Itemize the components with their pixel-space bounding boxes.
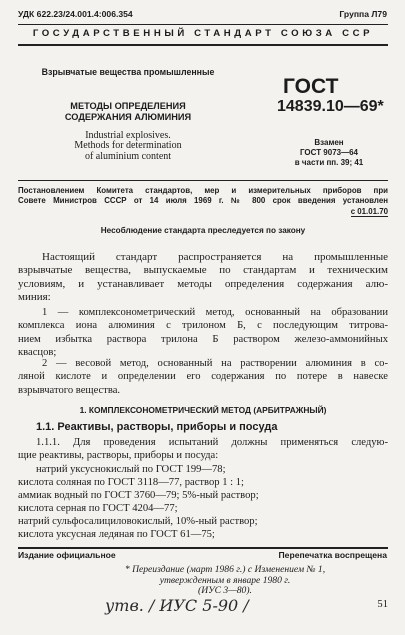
udk-code: УДК 622.23/24.001.4:006.354: [18, 9, 133, 19]
reagent-item: натрий сульфосалициловокислый, 10%-ный раствор;: [18, 516, 258, 527]
decree-line: Совете Министров СССР от 14 июля 1969 г. № 800 срок введения установлен: [18, 196, 388, 206]
clause-111: [18, 436, 388, 463]
method1-line: нием избытка раствора трилона Б раствором железо-аммонийных: [18, 333, 388, 345]
title-ru: [18, 101, 238, 123]
violation-note: Несоблюдение стандарта преследуется по закону: [100, 226, 306, 235]
title-en-line: of aluminium content: [84, 150, 172, 162]
intro-line: миния:: [18, 291, 51, 304]
title-block-rule: [18, 180, 388, 181]
title-en-line: Methods for determination: [74, 140, 182, 152]
header-rule-top: [18, 24, 388, 25]
intro-paragraph: [18, 251, 388, 305]
reagent-item: кислота соляная по ГОСТ 3118—77, раствор 1 : 1;: [18, 477, 244, 488]
method1-line: квасцов;: [18, 347, 57, 359]
title-ru-line: МЕТОДЫ ОПРЕДЕЛЕНИЯ: [70, 101, 186, 111]
decree-line: Постановлением Комитета стандартов, мер и измерительных приборов при: [18, 186, 388, 195]
reissue-line: * Переиздание (март 1986 г.) с Изменением № 1,: [124, 564, 326, 575]
title-en: [18, 131, 238, 162]
method2-paragraph: [18, 357, 388, 397]
method1-line: комплекса иона алюминия с трилоном Б, с последующим титрова-: [18, 320, 388, 332]
edition-label: Издание официальное: [18, 550, 116, 560]
reissue-line: утвержденным в январе 1980 г.: [159, 574, 291, 586]
decree: [18, 186, 388, 217]
reprint-label: Перепечатка воспрещена: [278, 550, 387, 560]
replaces-block: [270, 138, 388, 169]
method2-line: ляной кислоте и определении его содержания по потере в навеске: [18, 371, 388, 383]
reagent-item: аммиак водный по ГОСТ 3760—79; 5%-ный раствор;: [18, 490, 259, 501]
section-heading: 1. КОМПЛЕКСОНОМЕТРИЧЕСКИЙ МЕТОД (АРБИТРАЖНЫЙ): [79, 405, 327, 415]
clause-line: 1.1.1. Для проведения испытаний должны применяться следую-: [36, 437, 388, 448]
title-en-line: Industrial explosives.: [85, 130, 171, 141]
method2-line: 2 — весовой метод, основанный на растворении алюминия в со-: [42, 358, 388, 369]
clause-line: щие реактивы, растворы, приборы и посуда:: [18, 450, 219, 462]
replaces-line: ГОСТ 9073—64: [299, 148, 359, 158]
page-number: 51: [377, 599, 388, 610]
method1-line: 1 — комплексонометрический метод, основанный на образовании: [42, 307, 388, 318]
replaces-line: Взамен: [314, 138, 344, 147]
method1-paragraph: [18, 306, 388, 360]
gost-label: ГОСТ: [283, 75, 339, 98]
reagent-item: натрий уксуснокислый по ГОСТ 199—78;: [36, 464, 226, 475]
reissue-line: (ИУС 3—80).: [198, 585, 252, 597]
standard-title: ГОСУДАРСТВЕННЫЙ СТАНДАРТ СОЮЗА ССР: [32, 28, 374, 39]
category-ru: Взрывчатые вещества промышленные: [41, 67, 215, 77]
decree-date: с 01.01.70: [350, 206, 388, 216]
title-ru-line: СОДЕРЖАНИЯ АЛЮМИНИЯ: [64, 112, 192, 122]
reagent-item: кислота уксусная ледяная по ГОСТ 61—75;: [18, 529, 215, 540]
subsection-heading: 1.1. Реактивы, растворы, приборы и посуда: [36, 421, 278, 433]
intro-line: условиям, и устанавливает методы определения содержания алю-: [18, 277, 388, 290]
footer-rule: [18, 547, 388, 549]
replaces-line: в части пп. 39; 41: [294, 158, 364, 168]
intro-line: Настоящий стандарт распространяется на промышленные: [42, 251, 388, 263]
intro-line: взрывчатые вещества, выпускаемые по стандартам и техническим: [18, 264, 388, 277]
reissue-note: [100, 565, 350, 597]
method2-line: взрывчатого вещества.: [18, 384, 121, 396]
handwritten-annotation: утв. / ИУС 5-90 /: [105, 596, 249, 615]
reagent-item: кислота серная по ГОСТ 4204—77;: [18, 503, 178, 514]
header-rule-bottom: [18, 44, 388, 46]
group-code: Группа Л79: [339, 9, 387, 19]
gost-number: 14839.10—69*: [277, 98, 384, 115]
